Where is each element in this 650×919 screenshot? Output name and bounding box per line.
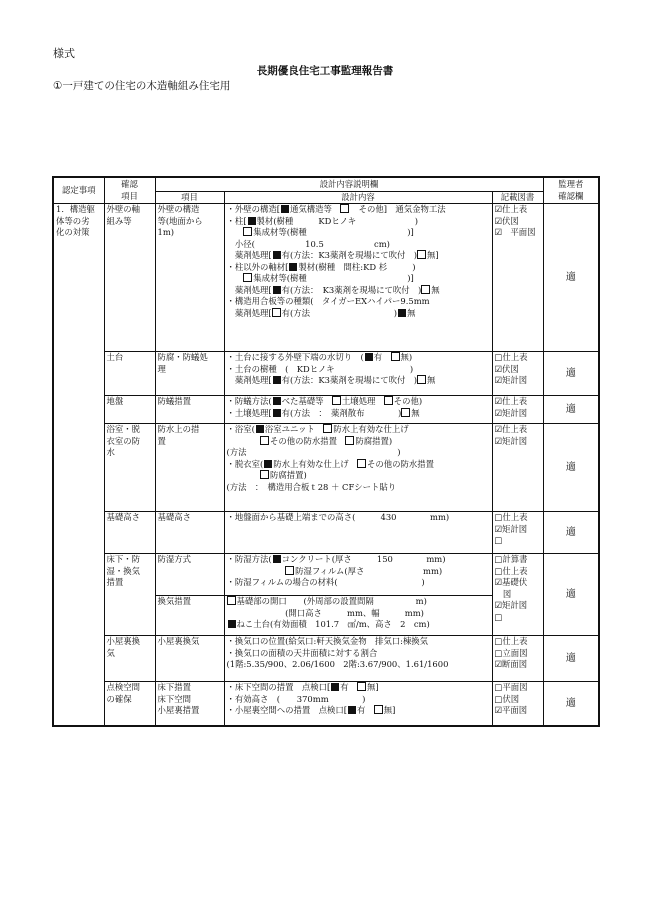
naiyou-line: 薬剤処理[ 有(方法：K3薬剤を現場にて吹付 ) 無] — [226, 250, 439, 260]
doc-item: □伏図 — [494, 693, 520, 704]
doc-item: □平面図 — [494, 682, 528, 692]
doc-item: ☑矩計図 — [494, 375, 528, 385]
doc-item: ☑伏図 — [494, 363, 519, 374]
doc-item: ☑仕上表 — [494, 424, 528, 434]
koumoku-cell: 換気措置 — [155, 596, 224, 636]
naiyou-line: ・換気口の面積の天井面積に対する割合 — [226, 647, 378, 658]
kisai-cell — [492, 682, 543, 726]
doc-item: □計算書 — [494, 554, 528, 564]
naiyou-line: ・構造用合板等の種類( タイガーEXハイパー9.5mm — [226, 296, 430, 306]
doc-item: ☑矩計図 — [494, 435, 528, 446]
doc-item: ☑基礎伏 — [494, 577, 528, 587]
kisai-cell — [492, 396, 543, 424]
koumoku-cell: 防腐・防蟻処 理 — [155, 352, 224, 396]
kakunin-cell: 外壁の軸 組み等 — [104, 204, 155, 352]
naiyou-line: ・土台に接する外壁下端の水切り ( 有 無) — [226, 352, 413, 362]
doc-item: ☑ 平面図 — [494, 227, 536, 237]
naiyou-line: ・有効高さ ( 370mm ) — [226, 693, 366, 704]
document-title: 長期優良住宅工事監理報告書 — [256, 65, 394, 77]
naiyou-line: その他の防水措置 防腐措置) — [227, 436, 490, 448]
naiyou-cell — [224, 352, 492, 396]
naiyou-line: ・土台の樹種 ( KDヒノキ ) — [226, 363, 414, 374]
kisai-cell — [492, 512, 543, 554]
verdict-cell: 適 — [543, 554, 599, 636]
table-row — [53, 682, 599, 726]
kakunin-cell: 土台 — [104, 352, 155, 396]
table-row — [53, 396, 599, 424]
naiyou-line: ・外壁の構造[ 通気構造等 その他] 通気金物工法 — [226, 204, 446, 214]
koumoku-cell: 小屋裏換気 — [155, 636, 224, 682]
doc-item: □仕上表 — [494, 636, 528, 646]
naiyou-cell — [224, 396, 492, 424]
naiyou-cell — [224, 596, 492, 636]
doc-item: □ — [494, 611, 503, 622]
naiyou-line: 防湿フィルム(厚さ mm) — [227, 566, 490, 578]
naiyou-line: 薬剤処理[ 有(方法 ) 無 — [226, 307, 416, 318]
header-koumoku: 項目 — [155, 191, 224, 204]
kakunin-cell: 基礎高さ — [104, 512, 155, 554]
header-kanri: 監理者 確認欄 — [543, 177, 599, 204]
naiyou-cell — [224, 682, 492, 726]
verdict-cell: 適 — [543, 636, 599, 682]
koumoku-cell: 基礎高さ — [155, 512, 224, 554]
table-row — [53, 636, 599, 682]
doc-item: 図 — [494, 588, 512, 599]
verdict-cell: 適 — [543, 352, 599, 396]
verdict-cell: 適 — [543, 424, 599, 512]
naiyou-line: ・土壌処理[ 有(方法 ： 薬剤散布 ) 無 — [226, 407, 420, 418]
naiyou-line: ・換気口の位置(給気口:軒天換気金物 排気口:棟換気 — [226, 636, 429, 646]
doc-item: ☑仕上表 — [494, 204, 528, 214]
naiyou-line: 集成材等(樹種 )] — [227, 227, 490, 239]
kakunin-cell: 床下・防 湿・換気 措置 — [104, 554, 155, 636]
naiyou-cell — [224, 204, 492, 352]
naiyou-cell — [224, 424, 492, 512]
koumoku-cell: 床下措置 床下空間 小屋裏措置 — [155, 682, 224, 726]
table-row — [53, 512, 599, 554]
form-style-label: 様式 — [53, 47, 75, 60]
naiyou-line: ・防湿フィルムの場合の材料( ) — [226, 577, 425, 587]
inspection-report-table — [52, 176, 600, 727]
naiyou-line: ・防蟻方法( べた基礎等 土壌処理 その他) — [226, 396, 423, 406]
doc-item: □立面図 — [494, 647, 528, 658]
table-row — [53, 204, 599, 352]
kisai-cell — [492, 352, 543, 396]
doc-item: ☑矩計図 — [494, 523, 528, 534]
header-nintei: 認定事項 — [53, 177, 104, 204]
doc-item: ☑断面図 — [494, 659, 528, 669]
doc-item: ☑矩計図 — [494, 600, 528, 610]
header-naiyou: 設計内容 — [224, 191, 492, 204]
naiyou-line: ・床下空間の措置 点検口[ 有 無] — [226, 682, 379, 692]
kisai-cell — [492, 204, 543, 352]
verdict-cell: 適 — [543, 682, 599, 726]
naiyou-line: ねこ土台(有効面積 101.7 ㎠/m、高さ 2 cm) — [227, 619, 490, 631]
naiyou-line: 防腐措置) — [227, 470, 490, 482]
table-row — [53, 424, 599, 512]
naiyou-line: (方法 ： 構造用合板ｔ28 ＋ CFシート貼り — [226, 481, 397, 492]
kisai-cell — [492, 424, 543, 512]
naiyou-line: ・防湿方法( コンクリート(厚さ 150 mm) — [226, 554, 446, 564]
naiyou-cell — [224, 554, 492, 596]
koumoku-cell: 外壁の構造 等(地面から 1m) — [155, 204, 224, 352]
naiyou-line: ・地盤面から基礎上端までの高さ( 430 mm) — [226, 512, 450, 522]
doc-item: ☑伏図 — [494, 215, 519, 226]
naiyou-line: 薬剤処理[ 有(方法：K3薬剤を現場にて吹付 ) 無 — [226, 375, 436, 385]
naiyou-line: ・小屋裏空間への措置 点検口[ 有 無] — [226, 705, 396, 715]
header-kakunin: 確認 項目 — [104, 177, 155, 204]
naiyou-line: 薬剤処理[ 有(方法： K3薬剤を現場にて吹付 ) 無 — [226, 284, 440, 295]
kakunin-cell: 点検空間 の確保 — [104, 682, 155, 726]
doc-item: □仕上表 — [494, 565, 528, 576]
naiyou-line: (1階:5.35/900、2.06/1600 2階:3.67/900、1.61/1600 — [226, 659, 449, 669]
naiyou-line: ・脱衣室( 防水上有効な仕上げ その他の防水措置 — [226, 458, 435, 469]
kakunin-cell: 小屋裏換 気 — [104, 636, 155, 682]
naiyou-line: ・浴室( 浴室ユニット 防水上有効な仕上げ — [226, 424, 409, 434]
naiyou-line: (方法 ) — [226, 447, 401, 457]
doc-item: ☑仕上表 — [494, 396, 528, 406]
naiyou-line: ・柱[ 製材(樹種 KDヒノキ ) — [226, 215, 418, 226]
doc-item: □ — [494, 535, 503, 545]
doc-item: □仕上表 — [494, 512, 528, 522]
naiyou-line: 基礎部の開口 (外周部の設置間隔 m) — [227, 596, 490, 608]
doc-item: □仕上表 — [494, 352, 528, 362]
kakunin-cell: 地盤 — [104, 396, 155, 424]
document-subtitle: ①一戸建ての住宅の木造軸組み住宅用 — [53, 80, 231, 92]
kakunin-cell: 浴室・脱 衣室の防 水 — [104, 424, 155, 512]
naiyou-line: ・柱以外の軸材[ 製材(樹種 間柱:KD 杉 ) — [226, 261, 416, 272]
naiyou-cell — [224, 636, 492, 682]
kisai-cell — [492, 636, 543, 682]
doc-item: ☑矩計図 — [494, 407, 528, 418]
koumoku-cell: 防湿方式 — [155, 554, 224, 596]
koumoku-cell: 防蟻措置 — [155, 396, 224, 424]
verdict-cell: 適 — [543, 204, 599, 352]
table-row — [53, 352, 599, 396]
kisai-cell — [492, 554, 543, 636]
header-sekkei: 設計内容説明欄 — [155, 177, 543, 191]
doc-item: ☑平面図 — [494, 705, 528, 715]
naiyou-line: 集成材等(樹種 )] — [227, 273, 490, 285]
naiyou-line: 小径( 10.5 cm) — [226, 238, 390, 249]
table-row — [53, 554, 599, 596]
koumoku-cell: 防水上の措 置 — [155, 424, 224, 512]
verdict-cell: 適 — [543, 396, 599, 424]
verdict-cell: 適 — [543, 512, 599, 554]
nintei-cell: 1．構造躯 体等の劣 化の対策 — [53, 204, 104, 726]
naiyou-line: (開口高さ mm、幅 mm) — [226, 607, 424, 618]
header-kisai: 記載図書 — [492, 191, 543, 204]
naiyou-cell — [224, 512, 492, 554]
